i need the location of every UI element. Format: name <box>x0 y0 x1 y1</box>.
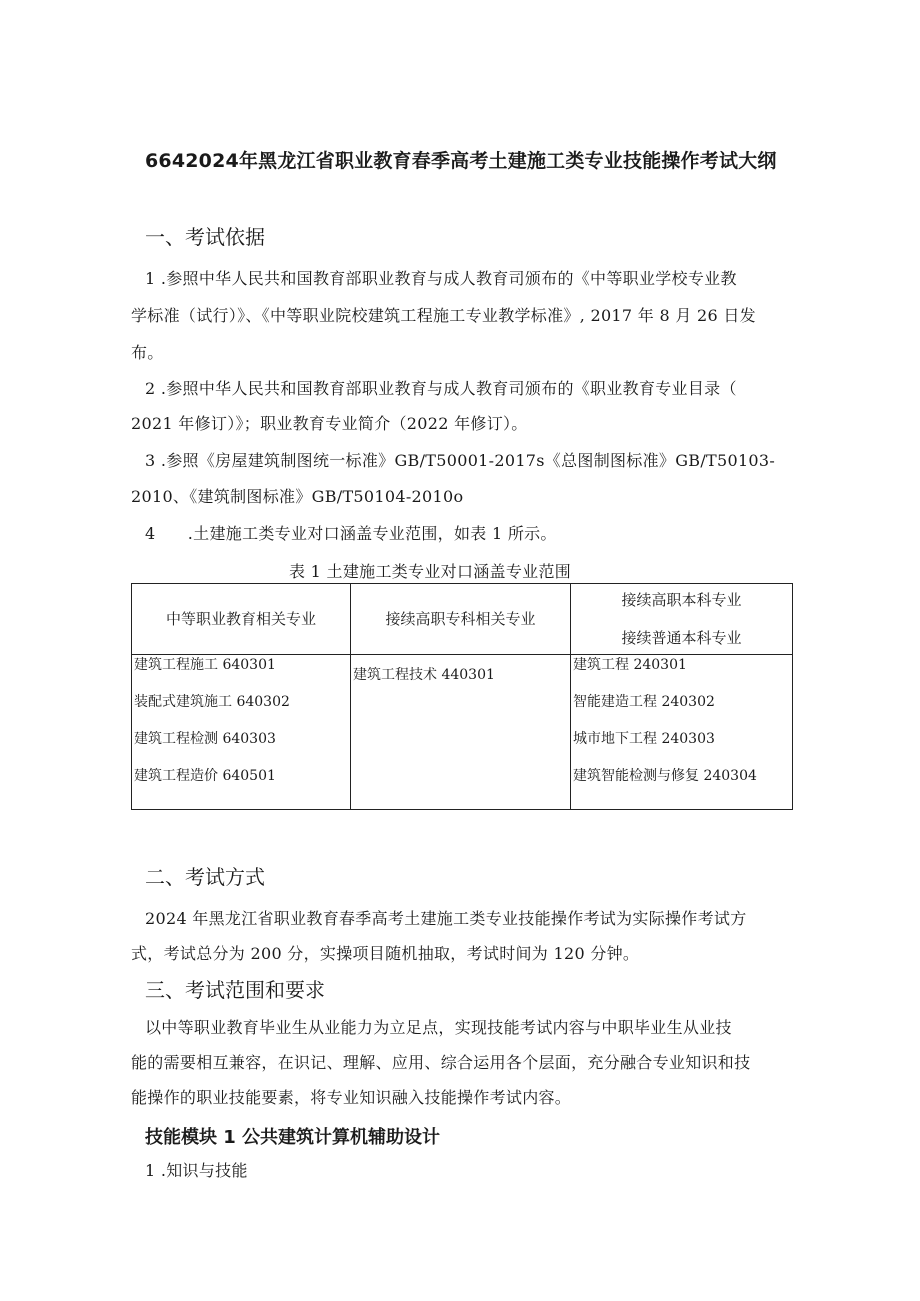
paragraph-line: 4 .土建施工类专业对口涵盖专业范围，如表 1 所示。 <box>145 524 557 543</box>
paragraph-line: 能的需要相互兼容，在识记、理解、应用、综合运用各个层面，充分融合专业知识和技 <box>131 1053 751 1072</box>
cell-undergraduate-majors <box>571 655 793 810</box>
paragraph-line: 式，考试总分为 200 分，实操项目随机抽取，考试时间为 120 分钟。 <box>131 944 640 963</box>
document-title: 6642024年黑龙江省职业教育春季高考土建施工类专业技能操作考试大纲 <box>145 150 777 172</box>
header-label: 接续普通本科专业 <box>621 629 742 647</box>
paragraph-line: 2010、《建筑制图标准》GB/T50104-2010o <box>131 487 464 506</box>
table-row <box>132 655 793 810</box>
paragraph-line: 布。 <box>131 343 164 362</box>
specialty-range-table <box>131 583 793 810</box>
list-item: 建筑工程施工 640301 <box>134 657 276 673</box>
table-caption: 表 1 土建施工类专业对口涵盖专业范围 <box>289 562 572 581</box>
cell-secondary-majors <box>132 655 351 810</box>
paragraph-line: 1 .参照中华人民共和国教育部职业教育与成人教育司颁布的《中等职业学校专业教 <box>145 269 737 288</box>
list-item: 城市地下工程 240303 <box>573 731 715 747</box>
module-heading: 技能模块 1 公共建筑计算机辅助设计 <box>145 1127 441 1148</box>
cell-higher-vocational-majors <box>351 655 571 810</box>
list-item: 建筑工程 240301 <box>573 657 687 673</box>
section-heading-method: 二、考试方式 <box>145 865 265 889</box>
table-header-row <box>132 584 793 655</box>
paragraph-line: 2021 年修订）》；职业教育专业简介（2022 年修订）。 <box>131 414 528 433</box>
list-item: 智能建造工程 240302 <box>573 694 715 710</box>
header-label: 中等职业教育相关专业 <box>165 610 316 628</box>
paragraph-line: 能操作的职业技能要素，将专业知识融入技能操作考试内容。 <box>131 1088 572 1107</box>
list-item: 建筑工程造价 640501 <box>134 768 276 784</box>
header-label: 接续高职专科相关专业 <box>385 610 536 628</box>
header-undergraduate <box>571 584 793 655</box>
paragraph-line: 以中等职业教育毕业生从业能力为立足点，实现技能考试内容与中职毕业生从业技 <box>145 1018 732 1037</box>
list-item: 建筑工程检测 640303 <box>134 731 276 747</box>
section-heading-basis: 一、考试依据 <box>145 225 265 249</box>
header-label: 接续高职本科专业 <box>621 591 742 609</box>
subsection-heading: 1 .知识与技能 <box>145 1161 248 1180</box>
header-secondary-vocational <box>132 584 351 655</box>
list-item: 建筑智能检测与修复 240304 <box>573 768 757 784</box>
paragraph-line: 2024 年黑龙江省职业教育春季高考土建施工类专业技能操作考试为实际操作考试方 <box>145 909 747 928</box>
paragraph-line: 2 .参照中华人民共和国教育部职业教育与成人教育司颁布的《职业教育专业目录（ <box>145 379 737 398</box>
paragraph-line: 学标准（试行）》、《中等职业院校建筑工程施工专业教学标准》, 2017 年 8 月 26 日发 <box>131 306 756 325</box>
section-heading-scope: 三、考试范围和要求 <box>145 978 325 1002</box>
paragraph-line: 3 .参照《房屋建筑制图统一标准》GB/T50001-2017s《总图制图标准》GB/T50103- <box>145 451 776 470</box>
header-higher-vocational <box>351 584 571 655</box>
list-item: 装配式建筑施工 640302 <box>134 694 290 710</box>
list-item: 建筑工程技术 440301 <box>353 667 495 683</box>
